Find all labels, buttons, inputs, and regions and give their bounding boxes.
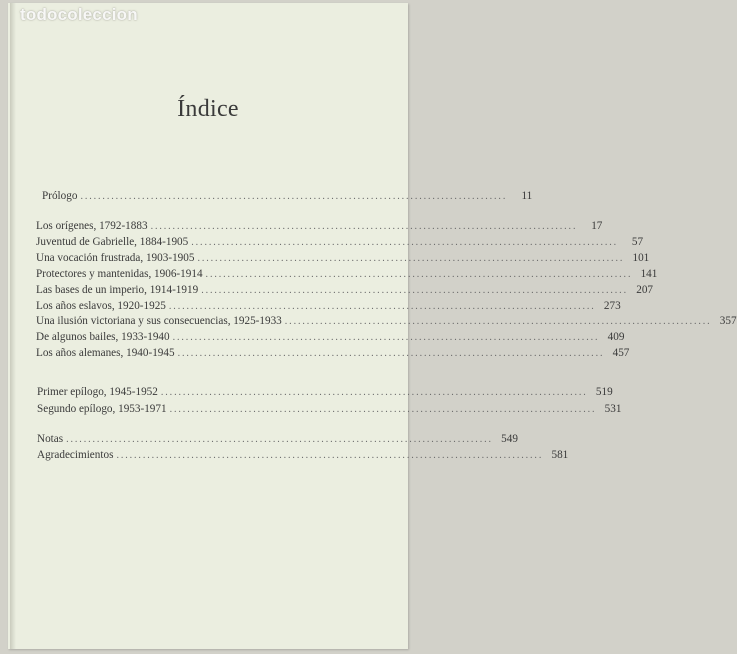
dot-leader: ................................................................................................. <box>172 332 600 344</box>
dot-leader: ................................................................................................. <box>205 268 633 280</box>
toc-entry <box>36 283 653 300</box>
toc-entry-page: 531 <box>604 403 622 415</box>
dot-leader: ................................................................................................. <box>169 404 597 415</box>
toc-entry-page: 57 <box>631 235 644 248</box>
dot-leader: ................................................................................................. <box>168 300 596 312</box>
toc-entry-label: Los orígenes, 1792-1883 <box>36 220 148 232</box>
toc-entry <box>36 267 658 284</box>
toc-entry <box>36 251 650 268</box>
toc-entry <box>37 433 518 449</box>
toc-entry-label: Juventud de Gabrielle, 1884-1905 <box>36 235 189 248</box>
toc-entry-page: 519 <box>595 386 613 398</box>
dot-leader: ................................................................................................. <box>197 252 625 264</box>
toc-entry <box>37 449 569 465</box>
toc-entry <box>36 220 603 236</box>
dot-leader: ................................................................................................. <box>160 387 588 398</box>
toc-entry-page: 101 <box>632 251 650 264</box>
dot-leader: ................................................................................................. <box>150 221 578 232</box>
toc-entry-page: 409 <box>607 331 625 344</box>
toc-entry-page: 207 <box>636 283 653 296</box>
toc-entry-page: 549 <box>501 433 518 445</box>
page-title: Índice <box>177 96 239 122</box>
toc-entry-page: 141 <box>640 267 658 280</box>
toc-entry-page: 17 <box>591 220 603 232</box>
dot-leader: ................................................................................................. <box>80 191 508 202</box>
toc-entry <box>36 347 630 363</box>
toc-entry-page: 357 <box>719 315 737 328</box>
toc-entry-label: Una vocación frustrada, 1903-1905 <box>36 251 195 264</box>
dot-leader: ................................................................................................. <box>177 348 605 360</box>
toc-entry <box>37 386 613 402</box>
toc-entry-label: Los años alemanes, 1940-1945 <box>36 347 175 360</box>
toc-entry-label: Notas <box>37 433 64 445</box>
toc-entry-page: 273 <box>603 299 621 312</box>
toc-entry <box>36 235 644 252</box>
toc-entry <box>36 315 737 331</box>
toc-entry-page: 457 <box>612 347 630 360</box>
toc-entry-label: Las bases de un imperio, 1914-1919 <box>36 283 199 296</box>
toc-entry-label: Una ilusión victoriana y sus consecuencias, 1925-1933 <box>36 315 282 328</box>
dot-leader: ................................................................................................. <box>116 450 544 461</box>
toc-entry-label: Los años eslavos, 1920-1925 <box>36 299 166 312</box>
watermark: todocoleccion <box>20 5 138 24</box>
toc-entry <box>37 403 622 419</box>
book-page <box>8 3 737 649</box>
toc-entry-page: 11 <box>521 190 533 202</box>
toc-entry-label: Primer epílogo, 1945-1952 <box>37 386 158 398</box>
toc-entry-label: Prólogo <box>42 190 78 202</box>
toc-entry <box>36 299 621 316</box>
toc-entry <box>36 331 625 347</box>
toc-entry <box>42 190 533 206</box>
toc-entry-label: Segundo epílogo, 1953-1971 <box>37 403 167 415</box>
toc-entry-label: De algunos bailes, 1933-1940 <box>36 331 170 344</box>
toc-entry-label: Agradecimientos <box>37 449 114 461</box>
toc-entry-page: 581 <box>551 449 569 461</box>
dot-leader: ................................................................................................. <box>284 316 712 328</box>
dot-leader: ................................................................................................. <box>191 236 619 248</box>
toc-entry-label: Protectores y mantenidas, 1906-1914 <box>36 267 203 280</box>
dot-leader: ................................................................................................. <box>66 434 493 445</box>
dot-leader: ................................................................................................. <box>201 284 628 296</box>
